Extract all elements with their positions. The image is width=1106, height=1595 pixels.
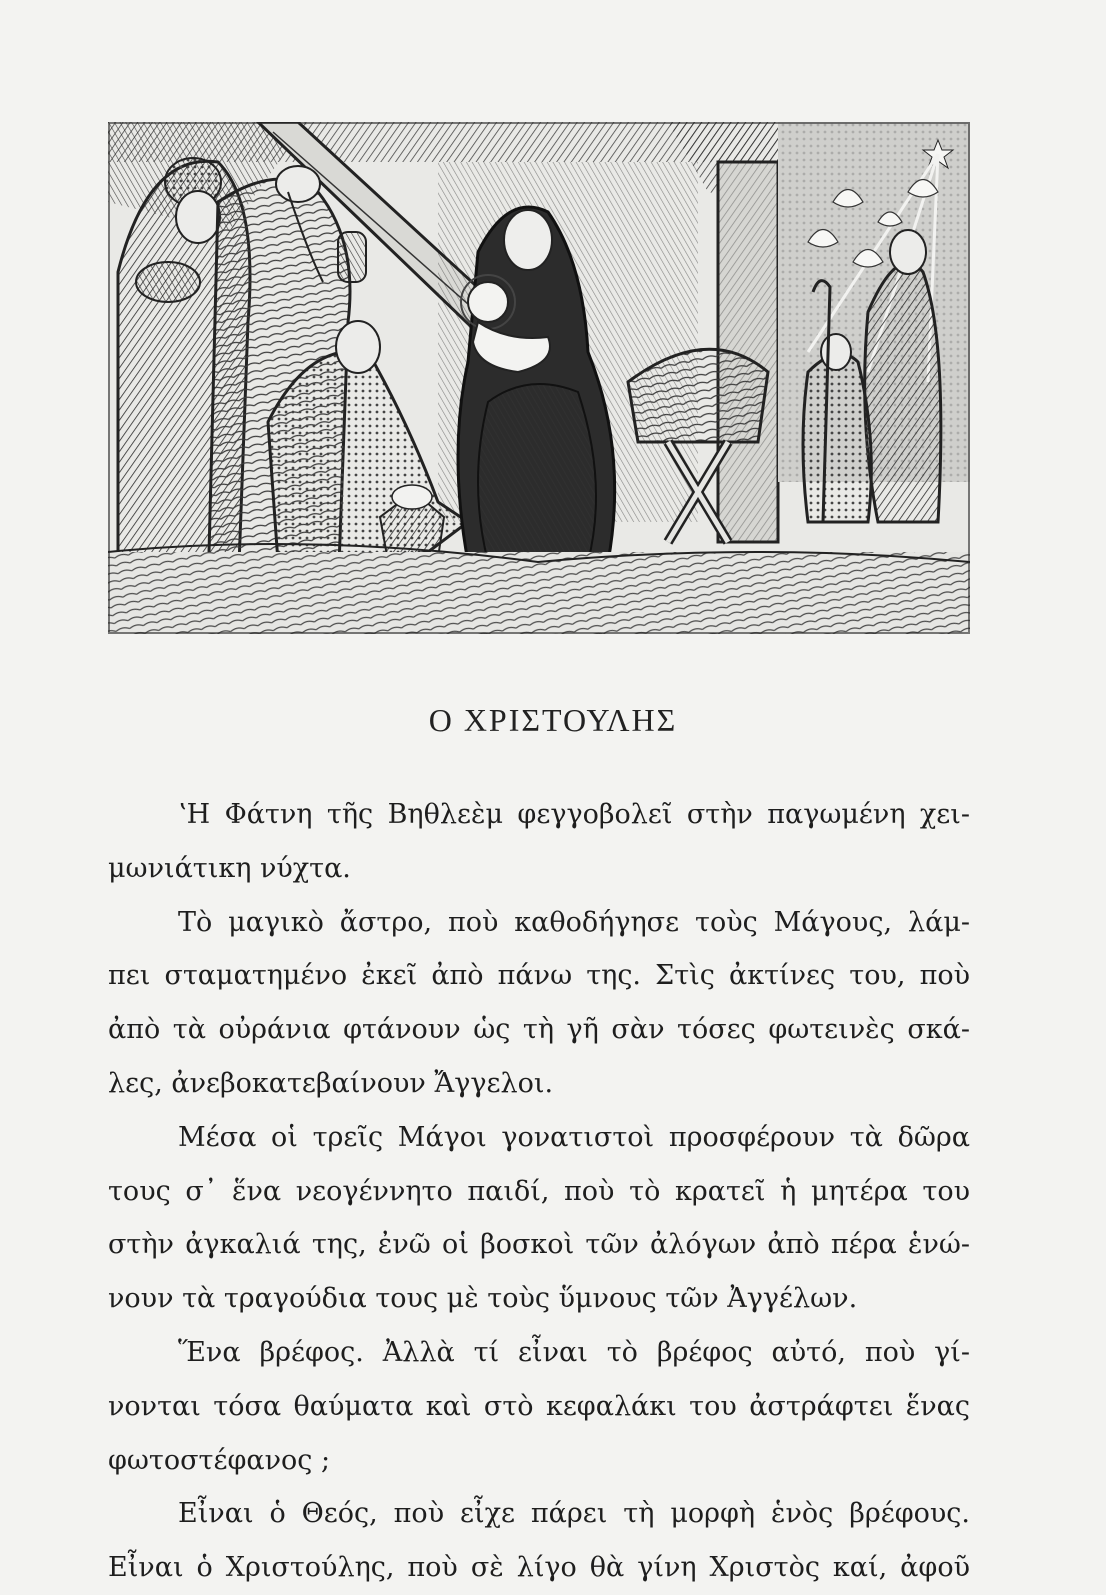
story-title: Ο ΧΡΙΣΤΟΥΛΗΣ [428, 702, 678, 738]
text-line: Εἶναι ὁ Θεός, ποὺ εἶχε πάρει τὴ μορφὴ ἑνὸς βρέφους. [178, 1498, 970, 1530]
text-line: πει σταματημένο ἐκεῖ ἀπὸ πάνω της. Στὶς ἀκτίνες του, ποὺ [108, 960, 970, 992]
text-line: Μέσα οἱ τρεῖς Μάγοι γονατιστοὶ προσφέρουν τὰ δῶρα [178, 1121, 970, 1153]
story-body [108, 788, 970, 1595]
text-line: Ἕνα βρέφος. Ἀλλὰ τί εἶναι τὸ βρέφος αὐτό, ποὺ γί- [178, 1336, 970, 1368]
text-line: τους σ᾽ ἕνα νεογέννητο παιδί, ποὺ τὸ κρατεῖ ἡ μητέρα του [108, 1175, 970, 1207]
text-line: νουν τὰ τραγούδια τους μὲ τοὺς ὕμνους τῶν Ἀγγέλων. [108, 1283, 858, 1315]
nativity-illustration [108, 122, 970, 634]
text-line: νονται τόσα θαύματα καὶ στὸ κεφαλάκι του ἀστράφτει ἕνας [108, 1390, 970, 1422]
text-line: Εἶναι ὁ Χριστούλης, ποὺ σὲ λίγο θὰ γίνη Χριστὸς καί, ἀφοῦ [108, 1552, 970, 1584]
text-line: ἀπὸ τὰ οὐράνια φτάνουν ὡς τὴ γῆ σὰν τόσες φωτεινὲς σκά- [108, 1014, 970, 1046]
text-line: ʽΗ Φάτνη τῆς Βηθλεὲμ φεγγοβολεῖ στὴν παγωμένη χει- [178, 799, 970, 830]
text-line: φωτοστέφανος ; [108, 1444, 331, 1476]
text-line: στὴν ἀγκαλιά της, ἐνῶ οἱ βοσκοὶ τῶν ἀλόγων ἀπὸ πέρα ἑνώ- [108, 1229, 970, 1261]
text-line: λες, ἀνεβοκατεβαίνουν Ἄγγελοι. [108, 1067, 554, 1099]
text-line: μωνιάτικη νύχτα. [108, 852, 351, 884]
text-line: Τὸ μαγικὸ ἄστρο, ποὺ καθοδήγησε τοὺς Μάγους, λάμ- [178, 906, 970, 938]
